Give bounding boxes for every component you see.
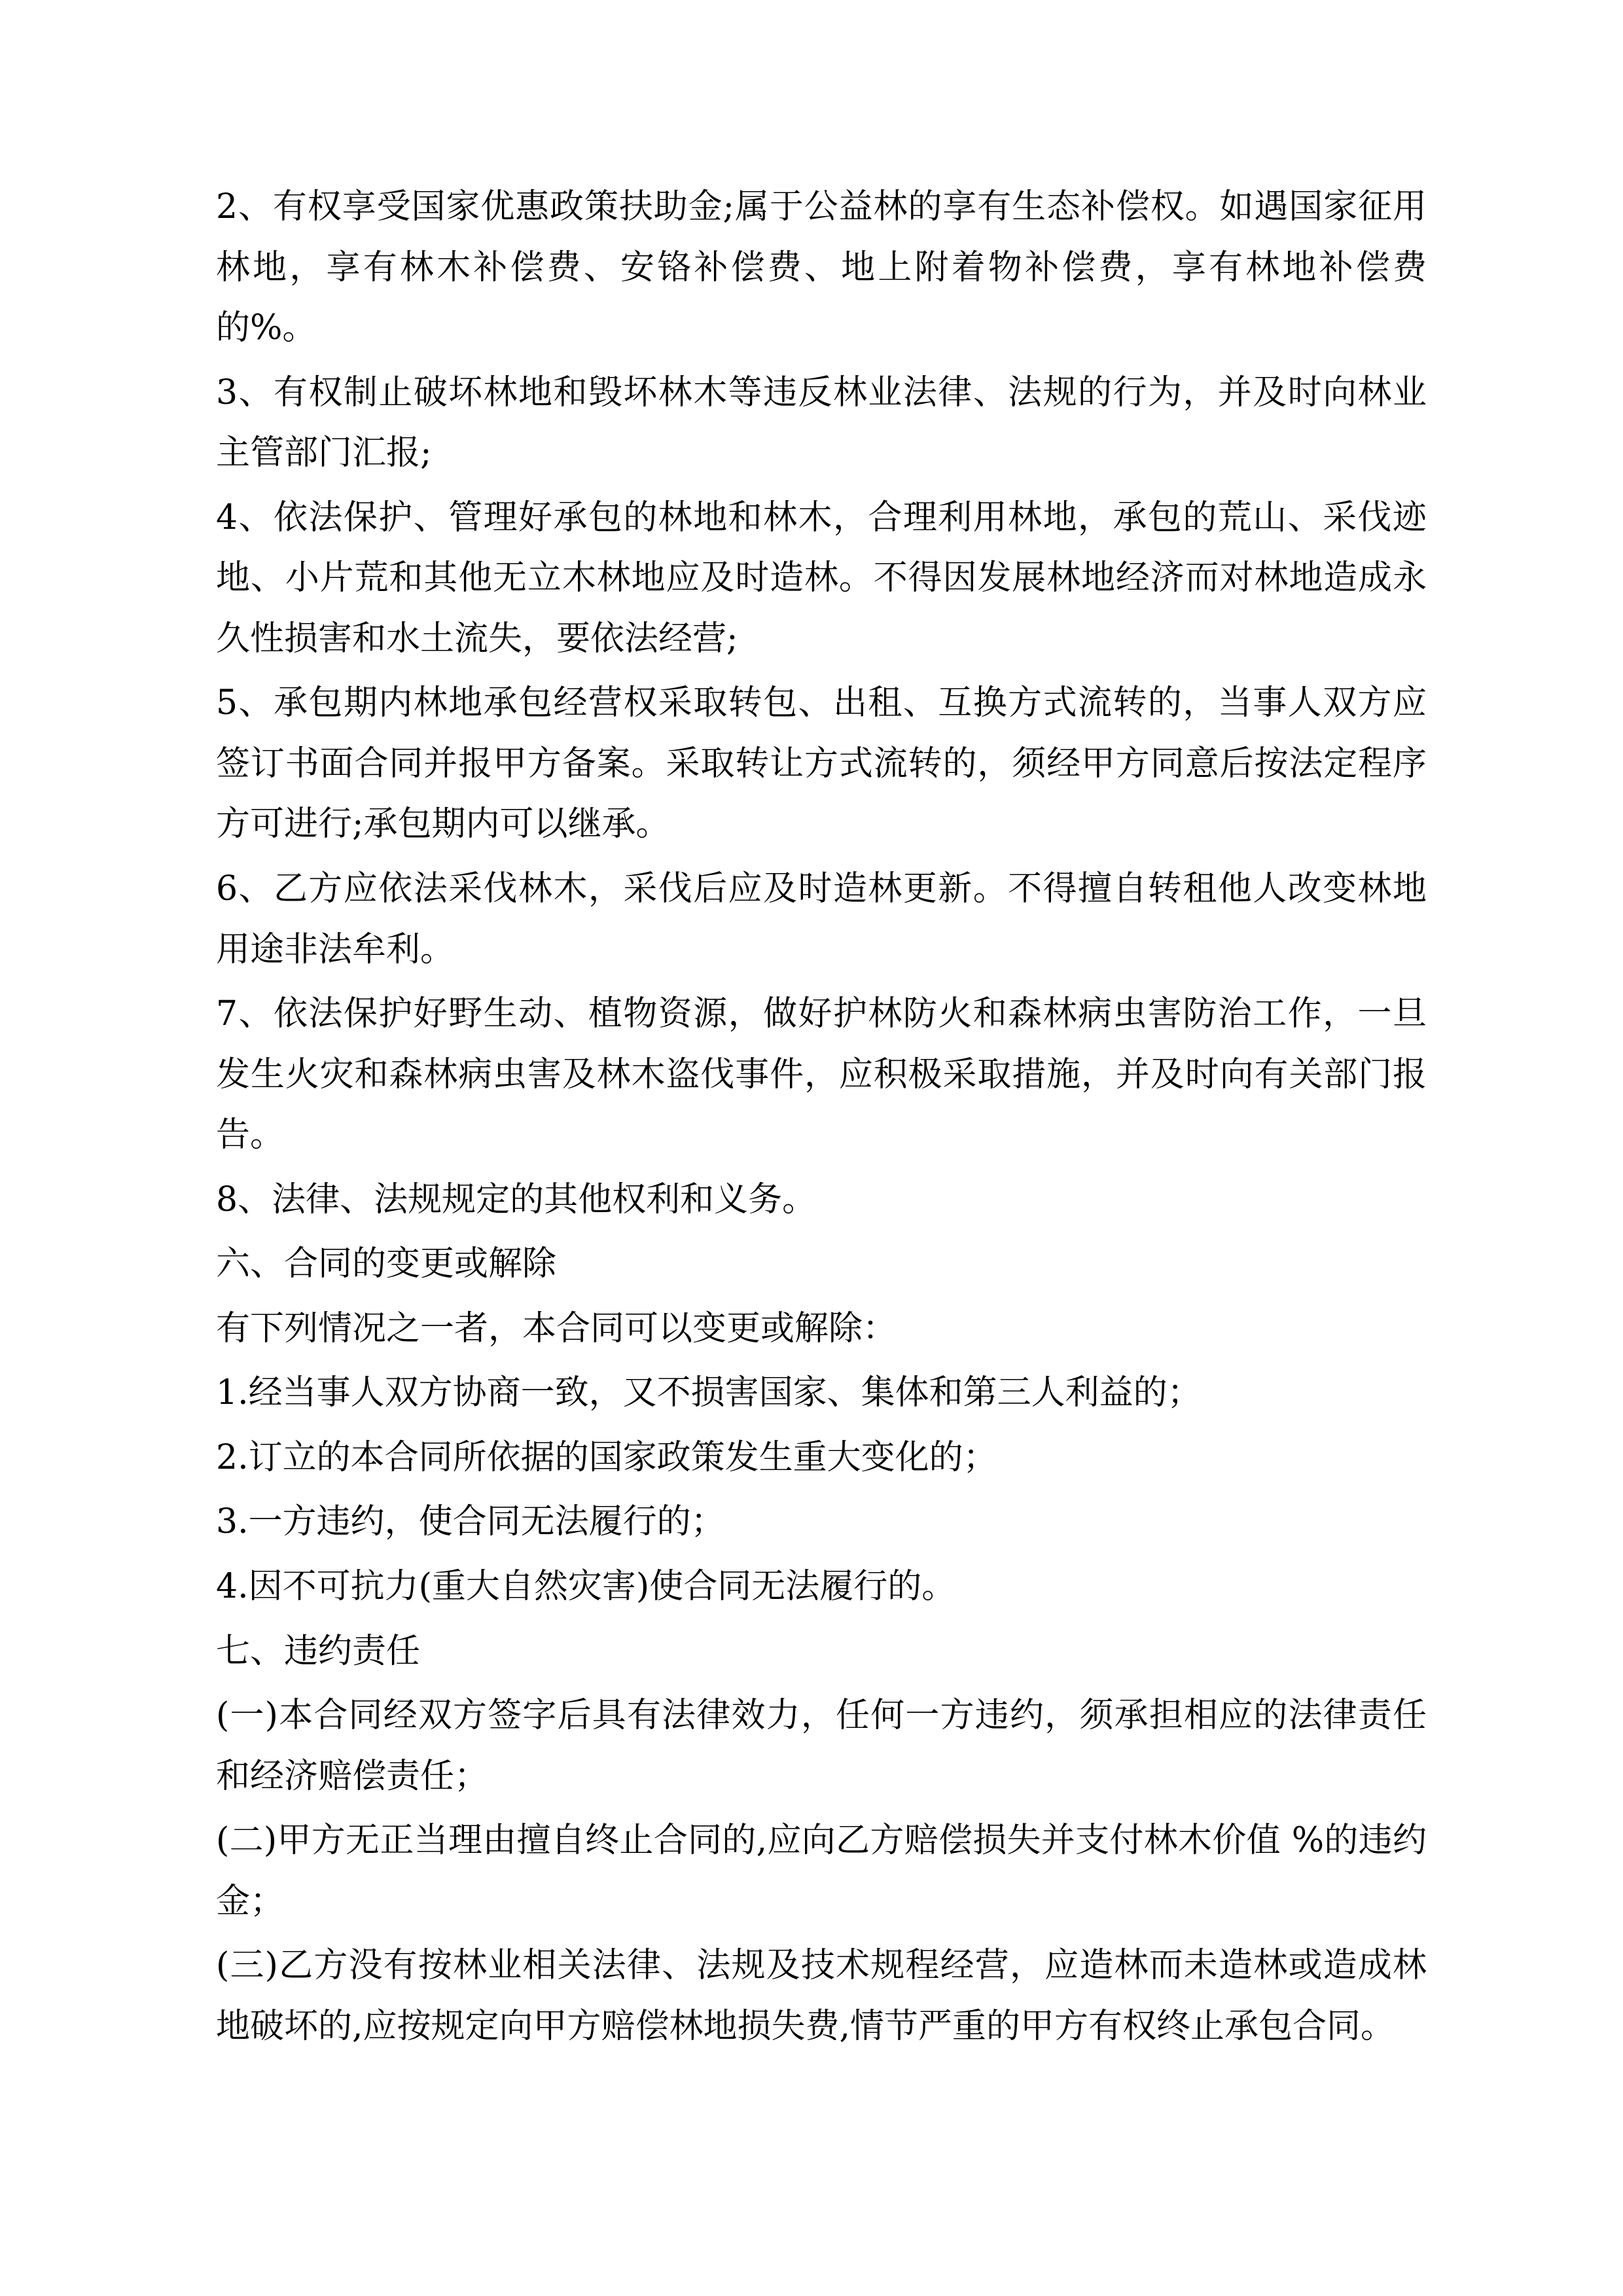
paragraph: 5、承包期内林地承包经营权采取转包、出租、互换方式流转的，当事人双方应签订书面合同并报甲方备案。采取转让方式流转的，须经甲方同意后按法定程序方可进行;承包期内可以继承。: [216, 683, 1427, 844]
paragraph: (二)甲方无正当理由擅自终止合同的,应向乙方赔偿损失并支付林木价值 %的违约金；: [216, 1821, 1427, 1921]
paragraph: (一)本合同经双方签字后具有法律效力，任何一方违约，须承担相应的法律责任和经济赔偿责任；: [216, 1696, 1427, 1796]
paragraph: 4.因不可抗力(重大自然灾害)使合同无法履行的。: [216, 1567, 956, 1607]
document-body: [216, 177, 1427, 2056]
paragraph: 8、法律、法规规定的其他权利和义务。: [216, 1179, 817, 1219]
paragraph: 3.一方违约，使合同无法履行的；: [216, 1502, 725, 1542]
section-heading: 六、合同的变更或解除: [216, 1244, 557, 1284]
paragraph: 7、依法保护好野生动、植物资源，做好护林防火和森林病虫害防治工作，一旦发生火灾和森林病虫害及林木盗伐事件，应积极采取措施，并及时向有关部门报告。: [216, 994, 1427, 1155]
paragraph: 1.经当事人双方协商一致，又不损害国家、集体和第三人利益的；: [216, 1373, 1202, 1413]
paragraph: (三)乙方没有按林业相关法律、法规及技术规程经营，应造林而未造林或造成林地破坏的,应按规定向甲方赔偿林地损失费,情节严重的甲方有权终止承包合同。: [216, 1946, 1427, 2046]
paragraph: 3、有权制止破坏林地和毁坏林木等违反林业法律、法规的行为，并及时向林业主管部门汇报;: [216, 372, 1427, 473]
paragraph: 有下列情况之一者，本合同可以变更或解除：: [216, 1308, 897, 1348]
section-heading: 七、违约责任: [216, 1631, 421, 1671]
paragraph: 2.订立的本合同所依据的国家政策发生重大变化的；: [216, 1437, 997, 1477]
paragraph: 4、依法保护、管理好承包的林地和林木，合理利用林地，承包的荒山、采伐迹地、小片荒和其他无立木林地应及时造林。不得因发展林地经济而对林地造成永久性损害和水土流失，要依法经营;: [216, 497, 1427, 658]
paragraph: 6、乙方应依法采伐林木，采伐后应及时造林更新。不得擅自转租他人改变林地用途非法牟利。: [216, 869, 1427, 969]
paragraph: 2、有权享受国家优惠政策扶助金;属于公益林的享有生态补偿权。如遇国家征用林地，享有林木补偿费、安铬补偿费、地上附着物补偿费，享有林地补偿费的%。: [216, 187, 1427, 348]
